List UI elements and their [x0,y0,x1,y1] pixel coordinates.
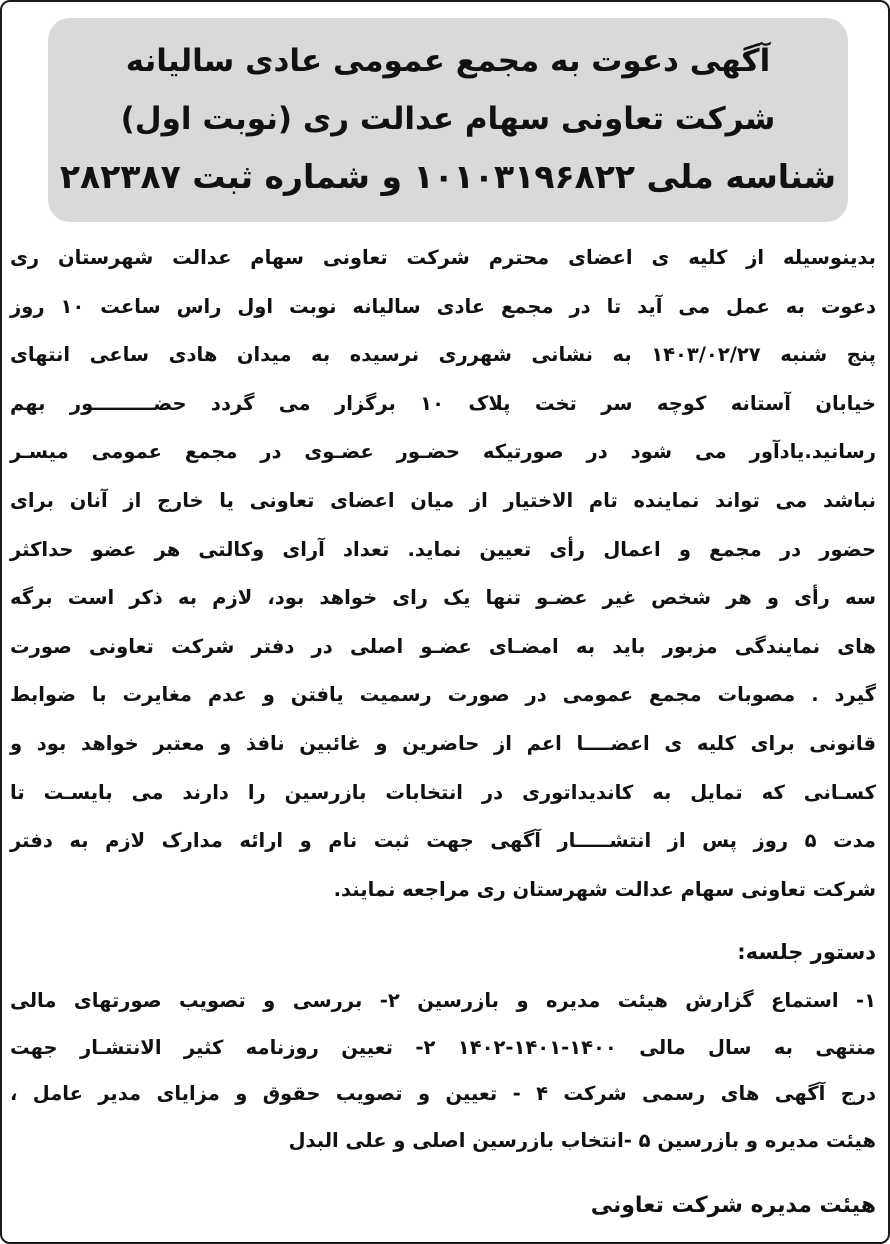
body-line: دعوت به عمل می آید تا در مجمع عادی سالیانه نوبت اول راس ساعت ۱۰ روز [10,294,876,318]
agenda-line: ۱- استماع گزارش هیئت مدیره و بازرسین ۲- بررسی و تصویب صورتهای مالی [10,989,876,1012]
agenda-line: منتهی به سال مالی ۱۴۰۰-۱۴۰۱-۱۴۰۲ ۲- تعیین روزنامه کثیر الانتشـار جهت [10,1035,876,1059]
body-line: های نمایندگی مزبور باید به امضـای عضـو اصلی در دفتر شرکت تعاونی صورت [10,634,876,658]
body-line: نباشد می تواند نماینده تام الاختیار از میان اعضای تعاونی یا خارج از آنان برای [10,488,876,512]
agenda-list [10,978,876,1164]
notice-header [48,18,848,222]
agenda-title: دستور جلسه: [737,940,876,964]
agenda-line: هیئت مدیره و بازرسین ۵ -انتخاب بازرسین اصلی و علی البدل [288,1128,876,1152]
signature: هیئت مدیره شرکت تعاونی [590,1193,876,1218]
body-line: حضور در مجمع و اعمال رأی تعیین نماید. تعداد آرای وکالتی هر عضو حداکثر [10,537,876,561]
body-line: قانونی برای کلیه ی اعضــــا اعم از حاضرین و غائبین نافذ و معتبر خواهد بود و [10,731,876,755]
body-line: گیرد . مصوبات مجمع عمومی در صورت رسمیت یافتن و عدم مغایرت با ضوابط [10,683,876,707]
body-line: خیابان آستانه کوچه سر تخت پلاک ۱۰ برگزار می گردد حضـــــــــور بهم [10,391,876,415]
body-line: سه رأی و هر شخص غیر عضـو تنها یک رای خواهد بود، لازم به ذکر است برگه [10,586,876,610]
body-line: بدینوسیله از کلیه ی اعضای محترم شرکت تعاونی سهام عدالت شهرستان ری [10,246,876,269]
body-line: مدت ۵ روز پس از انتشـــــار آگهی جهت ثبت نام و ارائه مدارک لازم به دفتر [10,829,876,853]
company-name: شرکت تعاونی سهام عدالت ری (نوبت اول) [120,101,776,137]
registration-info: شناسه ملی ۱۰۱۰۳۱۹۶۸۲۲ و شماره ثبت ۲۸۲۳۸۷ [59,157,837,196]
body-line: پنج شنبه ۱۴۰۳/۰۲/۲۷ به نشانی شهرری نرسیده به میدان هادی ساعی انتهای [10,343,876,367]
notice-title: آگهی دعوت به مجمع عمومی عادی سالیانه [125,43,771,79]
body-line: کسـانی که تمایل به کاندیداتوری در انتخابات بازرسین را دارند می بایسـت تا [10,780,876,804]
body-line: رسانید.یادآور می شود در صورتیکه حضـور عضـوی در مجمع عمومی میسـر [10,440,876,464]
body-line: شرکت تعاونی سهام عدالت شهرستان ری مراجعه نمایند. [333,877,876,901]
notice-body [10,234,876,914]
agenda-line: درج آگهی های رسمی شرکت ۴ - تعیین و تصویب حقوق و مزایای مدیر عامل ، [10,1082,876,1105]
